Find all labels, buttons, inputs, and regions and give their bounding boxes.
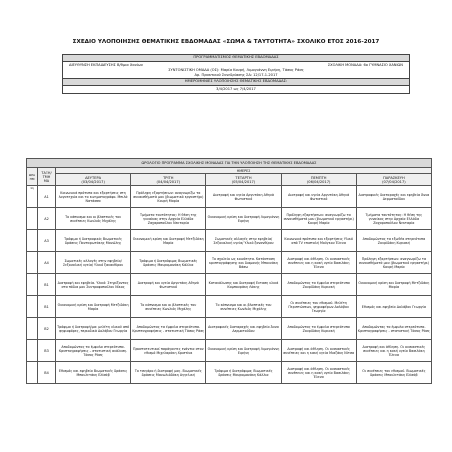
activity-cell: Τρόφιμα ή διατρόφιμα; Βιωματικές δράσεις Μαυρομανάκη Κάλλια	[206, 362, 281, 384]
activity-cell: Διατροφή και άθληση. Οι ουσιαστικές συνέπειες και η κακή υγεία Βασιλάκη Έλενα	[356, 340, 431, 362]
activity-cell: Διατροφή και υγεία Αργυτάκη Αθηνά Φωτιστικό	[131, 274, 206, 296]
schedule-row	[27, 186, 432, 208]
schedule-row	[27, 362, 432, 384]
activity-cell: Οικονομική κρίση και διατροφή Λιμογιάννη Ειρήνη	[206, 340, 281, 362]
days-header: ΗΜΕΡΕΣ	[56, 168, 432, 174]
minutes-number: Αρ. Πρακτικού Συνεδρίασης ΣΔ: 12/17-1-2017	[63, 73, 409, 79]
activity-cell: Κατανάλωσης και διατροφή Ενταση υλικά Καμπουράκη Λάκης	[206, 274, 281, 296]
class-header	[38, 168, 56, 186]
schedule-row	[27, 340, 432, 362]
day-date: (06/04/2017)	[306, 179, 331, 184]
hour-cell	[27, 318, 38, 340]
class-cell: Α1	[38, 186, 56, 208]
class-header-line2: ΤΜΗ	[42, 174, 51, 179]
activity-cell: Κοινωνικά πρότυπα και εξαρτήσεις στη λογοτεχνία και το κινηματογράφο. Μπιλά Νατάσσα	[56, 186, 131, 208]
activity-cell: Σωματικές αλλαγές στην εφηβεία/ Σεξουαλική υγεία/ Υλικό ξανανθίρου	[206, 230, 281, 252]
activity-cell: Αποδομώντας τα έμφυλα στερεότυπα. Κρυπτογραφήσεις - στατιστική Τάσος Ράσς	[131, 318, 206, 340]
schedule-row	[27, 252, 432, 274]
activity-cell: Πρόληψη εξαρτήσεων: αναγνωρίζω τα συναισθήματά μου (βιωματικό εργαστήρι) Κουρή Μαρία	[356, 252, 431, 274]
day-header	[206, 174, 281, 186]
activity-cell: Οι συνέπειες του εθισμού. Μελέτη Περιπτώσεων, ψηφιοφέρων Δολάβου Γεωργία	[281, 296, 356, 318]
days-row	[27, 174, 432, 186]
schedule-table	[26, 158, 432, 384]
day-header	[356, 174, 431, 186]
class-header-line3: ΜΑ	[43, 178, 50, 183]
activity-cell: Το τσιγάρο ή διατροφή μας. Βιωματικές δράσεις Μανωλιόδάκη Αγγελική	[131, 362, 206, 384]
class-cell: Β2	[38, 318, 56, 340]
activity-cell: Διατροφικές διαταραχές και εφηβεία Άννα Δερματούδου	[206, 318, 281, 340]
schedule-body	[27, 186, 432, 384]
class-header-line1: ΤΑΞΗ/	[41, 170, 52, 175]
activity-cell: Εθισμός και εφηβεία Δολάβου Γεωργία	[356, 296, 431, 318]
activity-cell: Οι συνέπειες του εθισμού. Βιωματικές δράσεις Μπουλετάκη Ελίσάβ	[356, 362, 431, 384]
schedule-table-wrapper	[26, 158, 432, 384]
class-cell: Α2	[38, 208, 56, 230]
class-cell: Β3	[38, 340, 56, 362]
dates-band: ΗΜΕΡΟΜΗΝΙΕΣ ΥΛΟΠΟΙΗΣΗΣ ΘΕΜΑΤΙΚΗΣ ΕΒΔΟΜΑΔΑΣ:	[63, 79, 409, 86]
activity-cell: Τμήματα ταυτότητας: Η θέση της γυναίκας στην Αρχαία Ελλάδα Ζαχαροπούλου Νεκταρία	[356, 208, 431, 230]
activity-cell: Διατροφή και άθληση. Οι ουσιαστικές συνέπειες και η κακή υγεία Μιαζάκη Νίτσα	[281, 340, 356, 362]
activity-cell: Διατροφή και άθληση. Οι ουσιαστικές συνέπειες και η κακή υγεία Βασιλάκη Έλενα	[281, 362, 356, 384]
activity-cell: Οικονομική κρίση και διατροφή Μετζιδάκη Μαρία	[356, 274, 431, 296]
activity-cell: Το κάπνισμα και οι βλαπτικές του συνέπειες Κωνλιός Μιχάλης	[56, 208, 131, 230]
activity-cell: Σωματικές αλλαγές στην εφηβεία/ Σεξουαλική υγεία/ Υλικό ξανανθίρου	[56, 252, 131, 274]
activity-cell: Αποδομώντας τα έμφυλα στερεότυπα. Κρυπτογραφήσεις – στατιστική ανάλυση. Τάσος Ράσς	[56, 340, 131, 362]
schedule-caption: ΩΡΟΛΟΓΙΟ ΠΡΟΓΡΑΜΜΑ ΣΧΟΛΙΚΗΣ ΜΟΝΑΔΑΣ ΓΙΑ ΤΗΝ ΥΛΟΠΟΙΗΣΗ ΤΗΣ ΘΕΜΑΤΙΚΗΣ ΕΒΔΟΜΑΔΑΣ	[27, 159, 432, 168]
activity-cell: Προστατευτικοί παράγοντες ενάντια στον εθισμό Μιχελαράκη Χριστίνα	[131, 340, 206, 362]
activity-cell: Το σχολείο ως κοινότητα. Κατάσταση κρυπτογράφησης και διαμονής Μπουνάκη Βάσω	[206, 252, 281, 274]
programming-info-block	[62, 54, 410, 94]
activity-cell: Διατροφικές διαταραχές και εφηβεία Άννα Δερματούδου	[356, 186, 431, 208]
school-text: ΣΧΟΛΙΚΗ ΜΟΝΑΔΑ: 6ο ΓΥΜΝΑΣΙΟ ΧΑΝΙΩΝ	[327, 62, 403, 67]
schedule-row	[27, 318, 432, 340]
activity-cell: Πρόληψη εξαρτήσεων: αναγνωρίζω τα συναισθήματά μου (βιωματικό εργαστήρι) Κουρή Μαρία	[281, 208, 356, 230]
activity-cell: Διατροφή και εφηβεία. Υλικό: Στηρίζοντας στα πόδια μου Συντροφοπούλου Νίκος	[56, 274, 131, 296]
activity-cell: Οικονομική κρίση και διατροφή Μετζιδάκη Μαρία	[131, 230, 206, 252]
activity-cell: Τρόφιμα ή διατροφή/μα: μελέτη υλικού από ψηφιοφόρες, περιοδικά Δολάβου Γεωργία	[56, 318, 131, 340]
schedule-row	[27, 208, 432, 230]
day-date: (05/04/2017)	[231, 179, 256, 184]
schedule-row	[27, 274, 432, 296]
activity-cell: Πρόληψη εξαρτήσεων: αναγνωρίζω τα συναισθήματά μου (βιωματικό εργαστήρι) Κουρή Μαρία	[131, 186, 206, 208]
hour-cell	[27, 340, 38, 362]
class-cell: Β4	[38, 362, 56, 384]
class-cell: Β1	[38, 296, 56, 318]
hour-cell	[27, 252, 38, 274]
hour-cell	[27, 230, 38, 252]
hour-header: ΩΡΑ ΗΜ	[27, 168, 38, 186]
hour-cell: 1η	[27, 186, 38, 208]
day-name: ΤΕΤΑΡΤΗ	[235, 175, 252, 180]
day-header	[56, 174, 131, 186]
day-name: ΤΡΙΤΗ	[163, 175, 174, 180]
day-name: ΠΑΡΑΣΚΕΥΗ	[383, 175, 405, 180]
class-cell: Α4	[38, 252, 56, 274]
activity-cell: Τρόφιμα ή διατρόφιμα; Βιωματικές δράσεις Μαυρομανάκη Κάλλια	[131, 252, 206, 274]
coordination-team: ΣΥΝΤΟΝΙΣΤΙΚΗ ΟΜΑΔΑ (ΟΣ): Μαρία Κουρή, Λιμογιάννη Ειρήνη, Τάσος Ράσς	[168, 67, 304, 72]
activity-cell: Αποδομώντας τα έμφυλα στερεότυπα Ζουρίδάκη Κυριακή	[281, 318, 356, 340]
activity-cell: Τμήματα ταυτότητας: Η θέση της γυναίκας στην Αρχαία Ελλάδα Ζαχαροπούλου Νεκταρία	[131, 208, 206, 230]
activity-cell: Αποδομώντας τα έμφυλα στερεότυπα Ζουρίδάκη Κυριακή	[281, 274, 356, 296]
activity-cell: Οικονομική κρίση και διατροφή Λιμογιάννη Ειρήνη	[206, 208, 281, 230]
class-cell: Β1	[38, 274, 56, 296]
activity-cell: Αποδομώντας τα έμφυλα στερεότυπα. Κρυπτογραφήσεις - στατιστική Τάσος Ράσς	[356, 318, 431, 340]
activity-cell: Διατροφή και άθληση. Οι ουσιαστικές συνέπειες και η κακή υγεία Βασιλάκη Έλενα	[281, 252, 356, 274]
day-date: (04/04/2017)	[156, 179, 181, 184]
activity-cell: Κοινωνικά πρότυπα και εξαρτήσεις Υλικό από TV επιστολή Μούγκου Έλενα	[281, 230, 356, 252]
activity-cell: Εθισμός και εφηβεία Βιωματικές δράσεις Μπουλετάκη Ελίσάβ	[56, 362, 131, 384]
schedule-row	[27, 296, 432, 318]
hour-cell	[27, 296, 38, 318]
hour-cell	[27, 274, 38, 296]
day-name: ΠΕΜΠΤΗ	[310, 175, 327, 180]
directorate-text: ΔΙΕΥΘΥΝΣΗ ΕΚΠΑΙΔΕΥΣΗΣ Β/θμια Χανίων	[69, 62, 143, 67]
activity-cell: Το κάπνισμα και οι βλαπτικές του συνέπειες Κωνλιός Μιχάλης	[206, 296, 281, 318]
hour-cell	[27, 362, 38, 384]
activity-cell: Οικονομική κρίση και διατροφή Μετζιδάκη Μαρία	[56, 296, 131, 318]
implementation-dates: 3/4/2017 ως 7/4/2017	[216, 86, 256, 91]
activity-cell: Τρόφιμα ή διατροφικά; Βιωματικές δράσεις Πανταρωτάκης Μανώλης	[56, 230, 131, 252]
activity-cell: Διατροφή και υγεία Αργυτάκη Αθηνά Φωτιστικό	[206, 186, 281, 208]
hour-cell	[27, 208, 38, 230]
day-date: (07/04/2017)	[382, 179, 406, 184]
programming-band: ΠΡΟΓΡΑΜΜΑΤΙΣΜΟΣ ΘΕΜΑΤΙΚΗΣ ΕΒΔΟΜΑΔΑΣ	[63, 55, 409, 62]
day-date: (03/04/2017)	[81, 179, 105, 184]
schedule-row	[27, 230, 432, 252]
activity-cell: Διατροφή και υγεία Αργυτάκη Αθηνά Φωτιστικό	[281, 186, 356, 208]
day-header	[281, 174, 356, 186]
class-cell: Α3	[38, 230, 56, 252]
document-title: ΣΧΕΔΙΟ ΥΛΟΠΟΙΗΣΗΣ ΘΕΜΑΤΙΚΗΣ ΕΒΔΟΜΑΔΑΣ «ΣΩΜΑ & ΤΑΥΤΟΤΗΤΑ» ΣΧΟΛΙΚΟ ΕΤΟΣ 2016-2017	[72, 39, 380, 45]
activity-cell: Αποδομώντας τα εξωθέα στερεότυπα Ζουρίδάκη Κυριακή	[356, 230, 431, 252]
day-name: ΔΕΥΤΕΡΑ	[85, 175, 102, 180]
activity-cell: Το κάπνισμα και οι βλαπτικές του συνέπειες Κωνλιός Μιχάλης	[131, 296, 206, 318]
day-header	[131, 174, 206, 186]
